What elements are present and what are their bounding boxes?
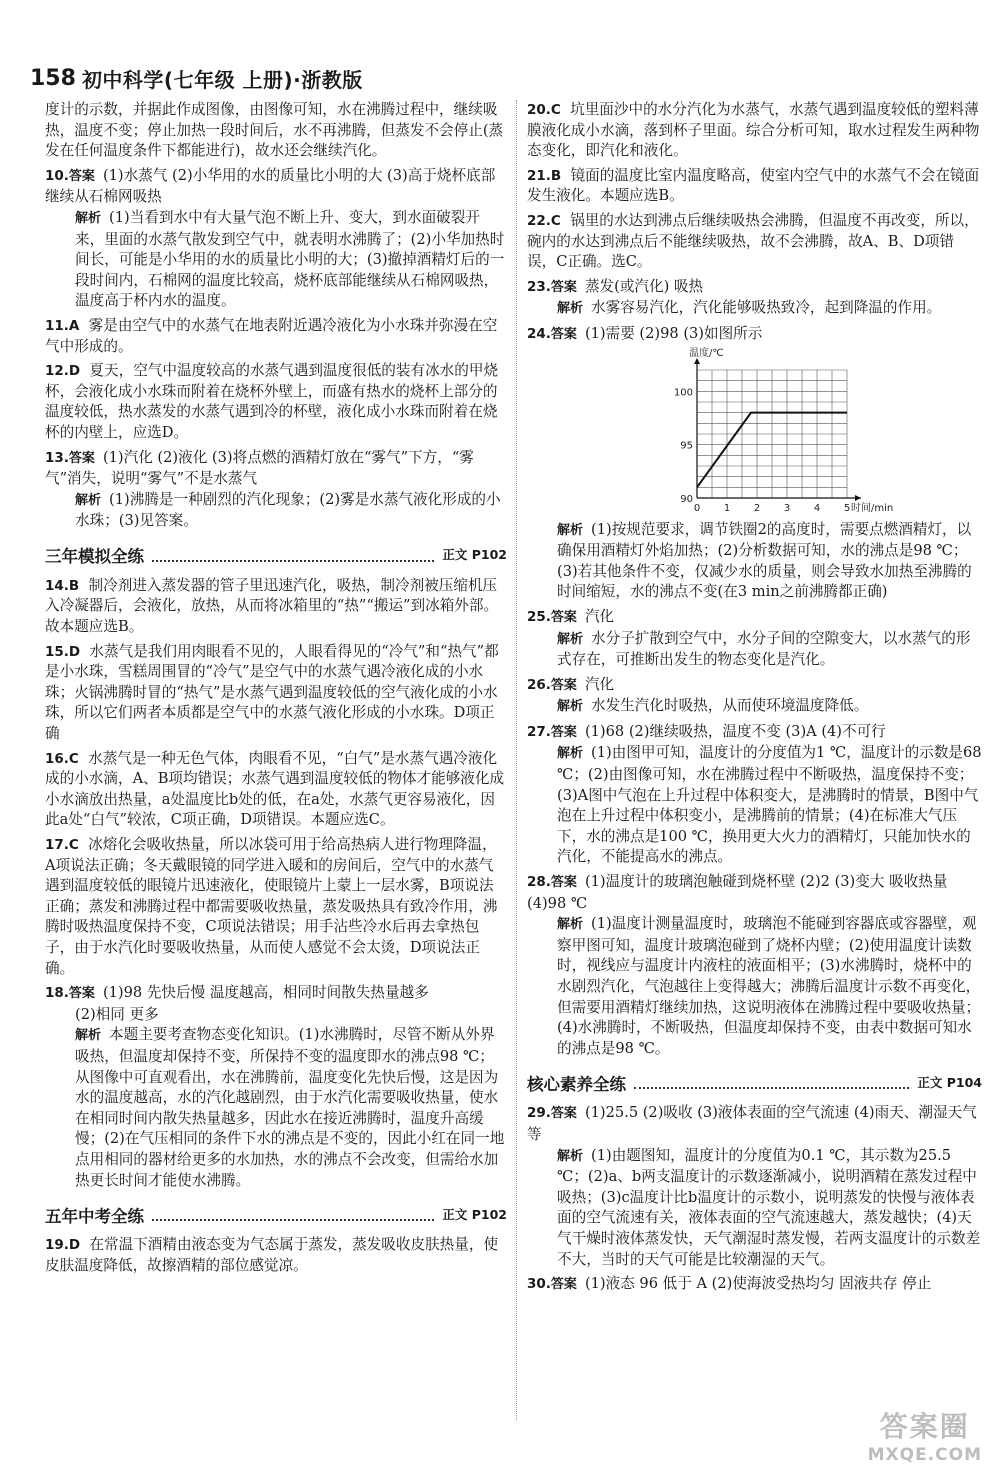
answer-text: (1)98 先快后慢 温度越高，相同时间散失热量越多 [102, 984, 429, 1002]
question-number: 22.C [527, 212, 561, 229]
analysis-tag: 解析 [557, 631, 584, 647]
section-leader-dots [152, 560, 434, 562]
analysis-text: (1)由题图知，温度计的分度值为0.1 ℃，其示数为25.5 ℃；(2)a、b两支温度计的示数逐渐减小，说明酒精在蒸发过程中吸热；(3)c温度计比b温度计的示数小，说明蒸发的快慢与液体表面的空气流速有关，液体表面的空气流速越大，蒸发越快；(4)天气干燥时液体蒸发快，天气潮湿时蒸发慢，若两支温度计的示数差不大，当时的天气可能是比较潮湿的天气。 [557, 1146, 981, 1268]
question-10 [45, 166, 507, 312]
section-page-ref: 正文 P104 [917, 1074, 982, 1090]
analysis-tag: 解析 [557, 699, 584, 715]
answer-text-2: (2)相同 更多 [75, 1005, 159, 1023]
question-text: 水蒸气是一种无色气体，肉眼看不见，“白气”是水蒸气遇冷液化成的小水滴，A、B项均错误；水蒸气遇到温度较低的物体才能够液化成小水滴放出热量，a处温度比b处的低，在a处，水蒸气更容易液化，因此a处“白气”较浓，C项正确，D项错误。本题应选C。 [45, 749, 505, 829]
analysis-tag: 解析 [75, 210, 102, 226]
question-number: 20.C [527, 102, 561, 118]
question-19 [45, 1235, 507, 1276]
question-18 [45, 983, 507, 1191]
question-number: 18. [45, 985, 69, 1002]
answer-tag: 答案 [550, 279, 577, 295]
section-title: 五年中考全练 [45, 1206, 144, 1226]
answer-text: (1)汽化 (2)液化 (3)将点燃的酒精灯放在“雾气”下方，“雾气”消失，说明“雾气”不是水蒸气 [45, 448, 474, 488]
section-page-ref: 正文 P102 [442, 547, 507, 563]
answer-tag: 答案 [68, 168, 95, 184]
question-16 [45, 749, 507, 831]
section-heading-core-literacy [527, 1069, 982, 1095]
question-number: 30. [527, 1276, 551, 1293]
question-number: 17.C [45, 837, 79, 853]
question-number: 16.C [45, 750, 79, 767]
question-number: 14.B [45, 577, 80, 594]
analysis-tag: 解析 [557, 522, 584, 538]
question-30 [527, 1274, 982, 1296]
question-number: 21.B [527, 167, 562, 184]
question-29 [527, 1103, 982, 1270]
analysis-text: 水雾容易汽化，汽化能够吸热致冷，起到降温的作用。 [591, 299, 942, 317]
answer-tag: 答案 [550, 677, 577, 693]
answer-text: (1)25.5 (2)吸收 (3)液体表面的空气流速 (4)雨天、潮湿天气等 [527, 1104, 977, 1143]
question-number: 15.D [45, 643, 81, 660]
question-12 [45, 361, 507, 443]
answer-tag: 答案 [68, 450, 95, 466]
question-25 [527, 607, 982, 671]
question-15 [45, 642, 507, 745]
section-heading-five-year [45, 1201, 507, 1227]
page-header [30, 62, 970, 94]
watermark-logo [868, 1405, 982, 1465]
question-17 [45, 835, 507, 979]
question-20 [527, 100, 982, 162]
x-tick-label: 5 [843, 502, 851, 514]
analysis-tag: 解析 [557, 1148, 584, 1164]
question-text: 坑里面沙中的水分汽化为水蒸气，水蒸气遇到温度较低的塑料薄膜液化成小水滴，落到杯子里面。综合分析可知，取水过程发生两种物态变化，即汽化和液化。 [527, 101, 980, 160]
question-24 [527, 324, 982, 603]
analysis-text: (1)温度计测量温度时，玻璃泡不能碰到容器底或容器壁，观察甲图可知，温度计玻璃泡碰到了烧杯内壁；(2)使用温度计读数时，视线应与温度计内液柱的液面相平；(3)水沸腾时，烧杯中的水剧烈汽化，气泡越往上变得越大；沸腾后温度计示数不再变化，但需要用酒精灯继续加热，这说明液体在沸腾过程中要吸收热量；(4)水沸腾时，不断吸热，但温度却保持不变，由表中数据可知水的沸点是98 ℃。 [557, 915, 981, 1057]
analysis-tag: 解析 [557, 301, 584, 317]
answer-text: 汽化 [584, 675, 615, 693]
analysis-text: 水发生汽化时吸热，从而使环境温度降低。 [591, 697, 869, 715]
answer-text: (1)需要 (2)98 (3)如图所示 [584, 324, 763, 342]
analysis-text: (1)由图甲可知，温度计的分度值为1 ℃，温度计的示数是68 ℃；(2)由图像可知，水在沸腾过程中不断吸热，温度保持不变；(3)A图中气泡在上升过程中体积变大，是沸腾时的情景，B图中气泡在上升过程中体积变小，是沸腾前的情景；(4)在标准大气压下，水的沸点是100 ℃，换用更大火力的酒精灯，只能加快水的汽化，不能提高水的沸点。 [557, 744, 982, 866]
answer-text: (1)温度计的玻璃泡触碰到烧杯壁 (2)2 (3)变大 吸收热量 (4)98 ℃ [527, 873, 948, 912]
y-axis-label: 温度/℃ [689, 347, 724, 359]
right-column [527, 100, 982, 1300]
x-tick-label: 0 [693, 502, 701, 514]
x-tick-label: 3 [783, 502, 791, 514]
column-divider [516, 100, 517, 1420]
question-number: 13. [45, 449, 69, 466]
temperature-time-chart [657, 347, 894, 518]
x-tick-label: 2 [753, 502, 761, 514]
question-number: 25. [527, 608, 551, 625]
analysis-text: (1)沸腾是一种剧烈的汽化现象；(2)雾是水蒸气液化形成的小水珠；(3)见答案。 [75, 490, 501, 530]
question-text: 镜面的温度比室内温度略高，使室内空气中的水蒸气不会在镜面发生液化。本题应选B。 [527, 166, 980, 205]
question-11 [45, 316, 507, 357]
analysis-tag: 解析 [557, 917, 584, 933]
question-number: 12.D [45, 363, 81, 380]
question-number: 10. [45, 167, 69, 184]
question-number: 24. [527, 325, 551, 342]
x-axis-label: 时间/min [851, 502, 894, 514]
question-number: 28. [527, 874, 551, 891]
question-23 [527, 277, 982, 320]
chart-svg [657, 347, 894, 518]
analysis-text: 水分子扩散到空气中，水分子间的空隙变大，以水蒸气的形式存在，可推断出发生的物态变化是汽化。 [557, 629, 971, 669]
question-text: 水蒸气是我们用肉眼看不见的，人眼看得见的“冷气”和“热气”都是小水珠，雪糕周围冒的“冷气”是空气中的水蒸气遇冷液化成的小水珠；火锅沸腾时冒的“热气”是水蒸气遇到温度较低的空气液化成的小水珠，所以它们两者本质都是空气中的水蒸气液化形成的小水珠。D项正确 [45, 642, 499, 743]
analysis-text: (1)当看到水中有大量气泡不断上升、变大，到水面破裂开来，里面的水蒸气散发到空气中，就表明水沸腾了；(2)小华加热时间长，可能是小华用的水的质量比小明的大；(3)撤掉酒精灯后的一段时间内，石棉网的温度比较高，烧杯底部能继续从石棉网吸热，温度高于杯内水的温度。 [75, 208, 505, 310]
question-text: 雾是由空气中的水蒸气在地表附近遇冷液化为小水珠并弥漫在空气中形成的。 [45, 316, 498, 355]
answer-tag: 答案 [550, 875, 577, 891]
x-axis-arrow [855, 495, 861, 501]
section-leader-dots [152, 1219, 434, 1221]
question-number: 27. [527, 723, 551, 740]
left-column [45, 100, 507, 1280]
section-leader-dots [634, 1087, 909, 1089]
analysis-text: (1)按规范要求，调节铁圈2的高度时，需要点燃酒精灯，以确保用酒精灯外焰加热；(2)分析数据可知，水的沸点是98 ℃；(3)若其他条件不变，仅减少水的质量，则会导致水加热至沸腾的时间缩短，水的沸点不变(在3 min之前沸腾都正确) [557, 520, 972, 601]
section-page-ref: 正文 P102 [442, 1206, 507, 1222]
section-heading-three-year [45, 542, 507, 568]
answer-tag: 答案 [550, 326, 577, 342]
answer-text: 汽化 [584, 607, 615, 625]
question-26 [527, 675, 982, 718]
question-text: 夏天，空气中温度较高的水蒸气遇到温度很低的装有冰水的甲烧杯，会液化成小水珠而附着在烧杯外壁上，而盛有热水的烧杯上部分的温度较低，热水蒸发的水蒸气遇到冷的杯壁，液化成小水珠而附着在烧杯的内壁上，应选D。 [45, 362, 499, 441]
answer-tag: 答案 [68, 986, 95, 1002]
analysis-text: 本题主要考查物态变化知识。(1)水沸腾时，尽管不断从外界吸热，但温度却保持不变，所保持不变的温度即水的沸点98 ℃；从图像中可直观看出，水在沸腾前，温度变化先快后慢，这是因为水的温度越高，水的汽化越剧烈，由于水汽化需要吸收热量，使水在相同时间内散失热量越多，因此水在接近沸腾时，温度升高缓慢；(2)在气压相同的条件下水的沸点是不变的，因此小红在同一地点用相同的器材给更多的水加热，水的沸点不会改变，但需给水加热更长时间才能使水沸腾。 [75, 1026, 505, 1189]
question-number: 23. [527, 278, 551, 295]
question-number: 11.A [45, 317, 80, 334]
question-21 [527, 166, 982, 207]
watermark-title: 答案圈 [879, 1410, 970, 1443]
x-tick-label: 1 [723, 502, 731, 514]
section-title: 核心素养全练 [527, 1074, 626, 1094]
section-title: 三年模拟全练 [45, 547, 144, 567]
watermark-url: MXQE.COM [867, 1445, 982, 1465]
question-text: 在常温下酒精由液态变为气态属于蒸发，蒸发吸收皮肤热量，使皮肤温度降低，故擦酒精的部位感觉凉。 [45, 1236, 499, 1274]
y-tick-label: 95 [680, 440, 693, 452]
question-28 [527, 872, 982, 1059]
answer-text: 蒸发(或汽化) 吸热 [584, 277, 704, 295]
x-tick-label: 4 [813, 502, 821, 514]
answer-text: (1)水蒸气 (2)小华用的水的质量比小明的大 (3)高于烧杯底部继续从石棉网吸热 [45, 166, 496, 206]
analysis-tag: 解析 [75, 1028, 102, 1044]
analysis-tag: 解析 [557, 746, 584, 762]
question-text: 冰熔化会吸收热量，所以冰袋可用于给高热病人进行物理降温，A项说法正确；冬天戴眼镜的同学进入暖和的房间后，空气中的水蒸气遇到温度较低的眼镜片迅速液化，使眼镜片上蒙上一层水雾，B项说法正确；蒸发和沸腾过程中都需要吸收热量，蒸发吸热具有致冷作用，沸腾时吸热温度保持不变，C项说法错误；用手沾些冷水后再去拿热包子，由于水汽化时要吸收热量，从而使人感觉不会太烫，D项说法正确。 [45, 836, 498, 977]
page-number: 158 [30, 65, 76, 91]
question-22 [527, 211, 982, 273]
y-tick-label: 100 [673, 386, 693, 398]
question-text: 锅里的水达到沸点后继续吸热会沸腾，但温度不再改变，所以，碗内的水达到沸点后不能继续吸热，故不会沸腾，故A、B、D项错误，C正确。选C。 [527, 211, 979, 271]
answer-tag: 答案 [550, 609, 577, 625]
answer-tag: 答案 [550, 1277, 577, 1293]
question-number: 29. [527, 1105, 551, 1122]
answer-text: (1)68 (2)继续吸热，温度不变 (3)A (4)不可行 [584, 722, 886, 740]
continued-paragraph: 度计的示数，并据此作成图像，由图像可知，水在沸腾过程中，继续吸热，温度不变；停止加热一段时间后，水不再沸腾，但蒸发不会停止(蒸发在任何温度条件下都能进行)，故水还会继续汽化。 [45, 101, 504, 160]
answer-text: (1)液态 96 低于 A (2)使海波受热均匀 固液共存 停止 [584, 1275, 932, 1293]
question-14 [45, 576, 507, 638]
book-title: 初中科学(七年级 上册)·浙教版 [81, 67, 363, 92]
question-text: 制冷剂进入蒸发器的管子里迅速汽化，吸热，制冷剂被压缩机压入冷凝器后，会液化，放热，从而将冰箱里的“热”“搬运”到冰箱外部。故本题应选B。 [45, 576, 499, 636]
question-number: 19.D [45, 1237, 81, 1254]
answer-tag: 答案 [550, 724, 577, 740]
y-tick-label: 90 [680, 493, 693, 505]
question-13 [45, 448, 507, 532]
analysis-tag: 解析 [75, 492, 102, 508]
answer-tag: 答案 [550, 1106, 577, 1122]
question-number: 26. [527, 676, 551, 693]
question-27 [527, 722, 982, 868]
